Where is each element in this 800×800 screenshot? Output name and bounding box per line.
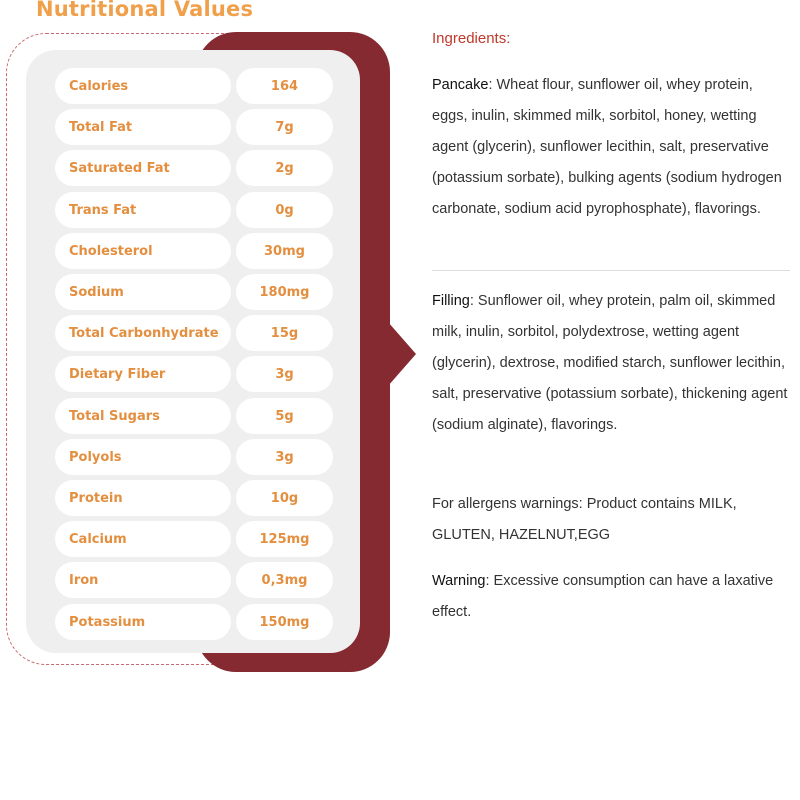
nutrient-value: 7g	[236, 109, 333, 145]
section-divider	[432, 270, 790, 271]
pancake-ingredients	[432, 70, 792, 225]
nutrient-row	[55, 68, 333, 104]
nutrient-name: Protein	[55, 480, 231, 516]
nutrient-value: 3g	[236, 356, 333, 392]
pancake-label: Pancake	[432, 77, 489, 93]
nutrient-row	[55, 356, 333, 392]
nutrient-name: Calcium	[55, 521, 231, 557]
nutrient-name: Cholesterol	[55, 233, 231, 269]
warning-text: : Excessive consumption can have a laxative effect.	[432, 573, 774, 620]
pancake-text: : Wheat flour, sunflower oil, whey protein, eggs, inulin, skimmed milk, sorbitol, honey, wetting agent (glycerin), sunflower lecithin, salt, preservative (potassium sorbate), bulking agents (sodium hydrogen carbonate, sodium acid pyrophosphate), flavorings.	[432, 77, 782, 217]
page-title: Nutritional Values	[36, 0, 254, 21]
nutrient-row	[55, 604, 333, 640]
nutrient-value: 10g	[236, 480, 333, 516]
nutrient-name: Total Fat	[55, 109, 231, 145]
nutrient-name: Dietary Fiber	[55, 356, 231, 392]
nutrient-value: 180mg	[236, 274, 333, 310]
nutrient-row	[55, 192, 333, 228]
nutrient-value: 2g	[236, 150, 333, 186]
nutrient-name: Polyols	[55, 439, 231, 475]
nutrient-name: Sodium	[55, 274, 231, 310]
nutrient-row	[55, 562, 333, 598]
nutrient-name: Trans Fat	[55, 192, 231, 228]
nutrient-value: 125mg	[236, 521, 333, 557]
nutrient-name: Iron	[55, 562, 231, 598]
filling-ingredients	[432, 286, 792, 441]
pointer-arrow-decoration	[388, 322, 416, 386]
nutrient-row	[55, 233, 333, 269]
nutrient-row	[55, 521, 333, 557]
nutrient-row	[55, 480, 333, 516]
nutrient-row	[55, 150, 333, 186]
nutrient-value: 0,3mg	[236, 562, 333, 598]
nutrient-value: 3g	[236, 439, 333, 475]
nutrient-row	[55, 398, 333, 434]
filling-label: Filling	[432, 293, 470, 309]
nutrient-value: 15g	[236, 315, 333, 351]
nutrient-name: Calories	[55, 68, 231, 104]
nutrient-value: 150mg	[236, 604, 333, 640]
nutrient-value: 30mg	[236, 233, 333, 269]
nutrient-name: Saturated Fat	[55, 150, 231, 186]
laxative-warning	[432, 566, 792, 628]
filling-text: : Sunflower oil, whey protein, palm oil, skimmed milk, inulin, sorbitol, polydextrose, wetting agent (glycerin), dextrose, modified starch, sunflower lecithin, salt, preservative (potassium sorbate), thickening agent (sodium alginate), flavorings.	[432, 293, 788, 433]
nutrient-value: 164	[236, 68, 333, 104]
nutrient-name: Potassium	[55, 604, 231, 640]
nutrient-name: Total Carbonhydrate	[55, 315, 231, 351]
nutrient-value: 0g	[236, 192, 333, 228]
ingredients-heading: Ingredients:	[432, 30, 511, 47]
nutrient-row	[55, 109, 333, 145]
nutrient-name: Total Sugars	[55, 398, 231, 434]
nutrient-row	[55, 315, 333, 351]
nutrient-value: 5g	[236, 398, 333, 434]
nutrient-row	[55, 439, 333, 475]
nutrient-row	[55, 274, 333, 310]
warning-label: Warning	[432, 573, 486, 589]
allergens-warning: For allergens warnings: Product contains MILK, GLUTEN, HAZELNUT,EGG	[432, 496, 737, 543]
